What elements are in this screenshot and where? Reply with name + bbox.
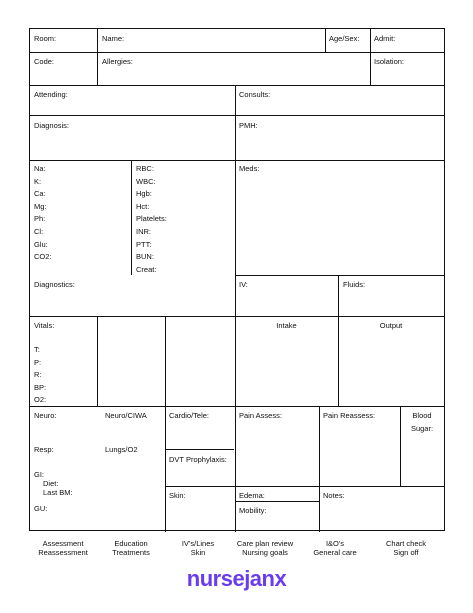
footer-item-text: Assessment [42, 539, 84, 548]
footer-item-text: IV's/Lines [181, 539, 215, 548]
col-divider [370, 29, 371, 86]
dvt-label: DVT Prophylaxis: [169, 455, 227, 464]
row-divider [30, 406, 444, 407]
field-label: Ph: [34, 214, 46, 224]
field-label: Na: [34, 164, 46, 173]
sugar-label: Sugar: [410, 424, 434, 433]
field-label: K: [34, 176, 42, 186]
field-label: Creat: [136, 264, 157, 274]
gu-label: GU: [34, 504, 48, 513]
field-label: BP: [34, 382, 47, 392]
neuro-ciwa-label: Neuro/CIWA [105, 411, 147, 420]
field-label: Glu: [34, 239, 48, 249]
row-divider [30, 52, 444, 53]
footer-item-text: Care plan review [236, 539, 294, 548]
col-divider [131, 160, 132, 275]
notes-label: Notes: [323, 491, 345, 500]
blood-label: Blood [412, 411, 432, 420]
col-divider [338, 275, 339, 406]
footer-item-text: Education [114, 539, 148, 548]
isolation-label: Isolation: [374, 57, 405, 66]
row-divider [30, 316, 444, 317]
footer-item-text: Treatments [112, 548, 150, 557]
meds-label: Meds: [239, 164, 260, 173]
field-label: Mg: [34, 201, 47, 211]
col-divider [165, 316, 166, 532]
resp-label: Resp: [34, 445, 54, 454]
field-label: Cl: [34, 227, 44, 236]
row-divider [30, 160, 444, 161]
mobility-label: Mobility: [239, 506, 267, 515]
iv-label: IV: [239, 280, 248, 289]
row-divider [235, 501, 319, 502]
gi-label: GI: [34, 470, 45, 479]
field-label: BUN: [136, 252, 154, 262]
footer-item-text: Reassessment [38, 548, 88, 557]
pain-assess-label: Pain Assess: [239, 411, 282, 420]
col-divider [319, 406, 320, 532]
diagnosis-label: Diagnosis: [34, 121, 70, 130]
footer-item-text: Nursing goals [242, 548, 288, 557]
attending-label: Attending: [34, 90, 68, 99]
footer-item-text: Skin [190, 548, 206, 557]
field-label: P: [34, 357, 42, 367]
col-divider [235, 275, 236, 532]
field-label: Hgb: [136, 189, 152, 199]
row-divider [165, 449, 234, 450]
vitals-label: Vitals: [34, 321, 55, 330]
field-label: T: [34, 345, 40, 354]
row-divider [235, 275, 444, 276]
col-divider [97, 29, 98, 53]
col-divider [97, 316, 98, 406]
neuro-label: Neuro: [34, 411, 57, 420]
footer-item-text: I&O's [325, 539, 345, 548]
report-sheet [29, 28, 445, 531]
field-label: Ca: [34, 189, 46, 199]
diagnostics-label: Diagnostics: [34, 280, 75, 289]
field-label: O2: [34, 395, 47, 405]
diet-label: Diet: [43, 479, 59, 488]
field-label: WBC: [136, 176, 156, 186]
row-divider [165, 486, 444, 487]
edema-label: Edema: [239, 491, 265, 500]
pmh-label: PMH: [239, 121, 258, 130]
field-label: INR: [136, 227, 151, 236]
field-label: Platelets: [136, 214, 167, 224]
age-sex-label: Age/Sex: [329, 34, 360, 43]
cardio-tele-label: Cardio/Tele: [169, 411, 210, 420]
col-divider [325, 29, 326, 53]
field-label: R: [34, 370, 42, 380]
footer-item-text: General care [313, 548, 357, 557]
field-label: CO2: [34, 252, 52, 262]
skin-label: Skin: [169, 491, 186, 500]
pain-reassess-label: Pain Reassess: [323, 411, 376, 420]
admit-label: Admit: [374, 34, 396, 43]
field-label: RBC: [136, 164, 154, 173]
row-divider [30, 85, 444, 86]
field-label: PTT: [136, 239, 152, 249]
row-divider [30, 115, 444, 116]
intake-label: Intake [276, 321, 297, 330]
footer-item-text: Chart check [385, 539, 427, 548]
name-label: Name: [102, 34, 125, 43]
fluids-label: Fluids: [343, 280, 366, 289]
allergies-label: Allergies: [102, 57, 133, 66]
room-label: Room: [34, 34, 57, 43]
col-divider [97, 52, 98, 86]
footer-item-text: Sign off [393, 548, 419, 557]
nursejanx-logo: nursejanx [186, 566, 287, 591]
last-bm-label: Last BM: [43, 488, 73, 497]
col-divider [235, 85, 236, 276]
lungs-o2-label: Lungs/O2 [105, 445, 138, 454]
consults-label: Consults: [239, 90, 271, 99]
field-label: Hct: [136, 201, 150, 211]
code-label: Code: [34, 57, 55, 66]
output-label: Output [379, 321, 403, 330]
